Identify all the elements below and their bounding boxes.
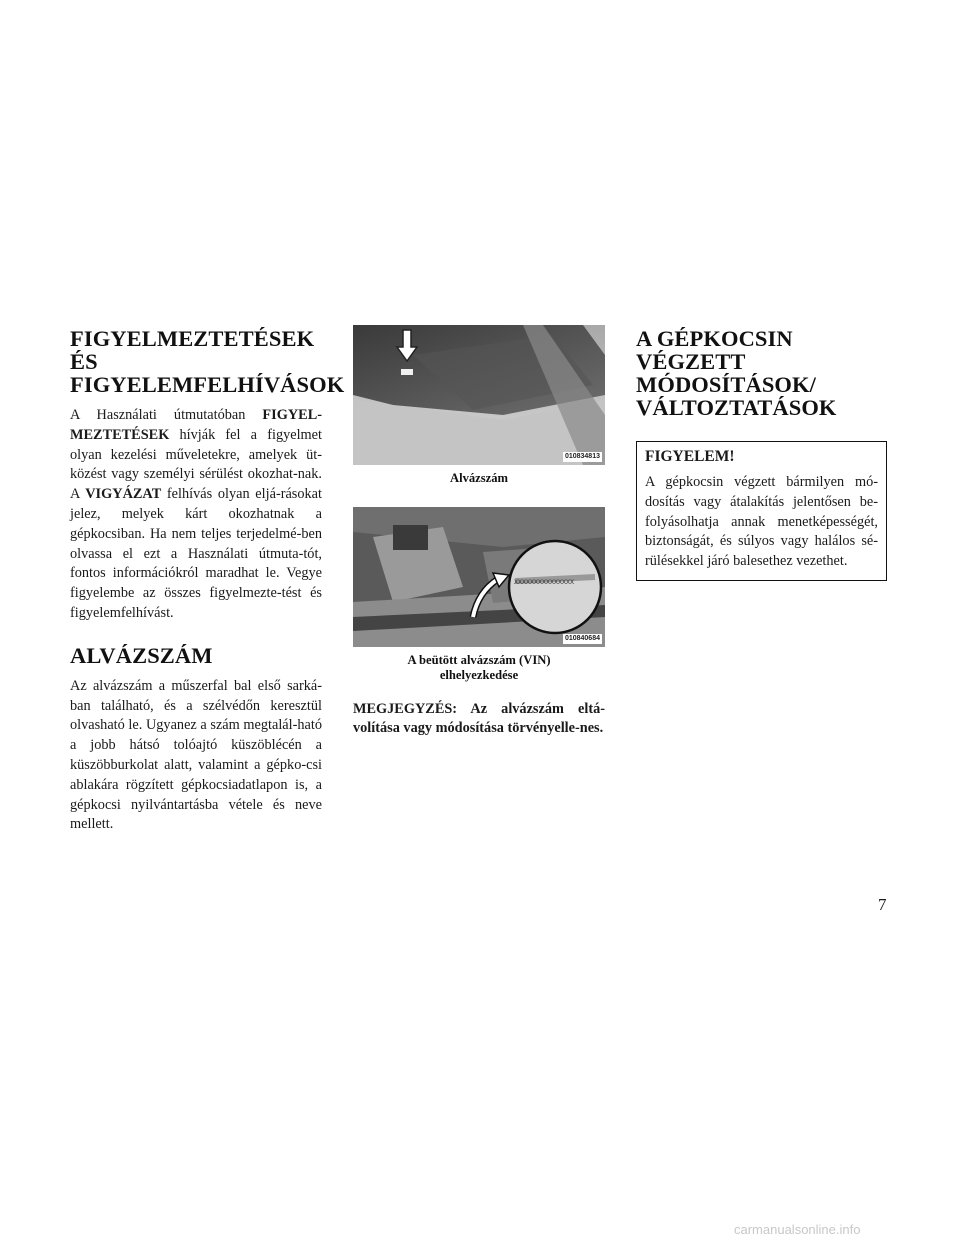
warning-text: A gépkocsin végzett bármilyen mó-dosítás vagy átalakítás jelentősen be-folyásolhatja annak menetképességét, biztonságát, és súlyos vagy halálos sé-rülésekkel járó balesethez vezethet. — [645, 474, 878, 570]
section-heading-vin: ALVÁZSZÁM — [70, 642, 213, 668]
caption-line: A beütött alvázszám (VIN) — [407, 652, 551, 667]
text-run: A Használati útmutatóban — [70, 407, 263, 423]
heading-line: MÓDOSÍTÁSOK/ — [636, 372, 816, 397]
heading-line: FIGYELMEZTETÉSEK — [70, 326, 315, 351]
text-run: felhívás olyan eljá-rásokat jelez, melyek kárt okozhatnak a gépkocsiban. Ha nem teljes terjedelmé-ben olvassa el ezt a Használati útmuta-tót, fontos információkról maradhat le. Vegye figyelembe az összes figyelmezte-tést és figyelemfelhívást. — [70, 486, 322, 621]
vin-paragraph: Az alvázszám a műszerfal bal első sarká-ban található, és a szélvédőn keresztül olvasható le. Ugyanez a szám megtalál-ható a jobb hátsó tolóajtó küszöblécén a küszöbburkolat alatt, valamint a gépko-csi ablakára rögzített gépkocsiadatlapon is, a gépkocsi nyilvántartásba vétele és neve mellett. — [70, 677, 322, 833]
heading-line: A GÉPKOCSIN — [636, 326, 793, 351]
page-number: 7 — [878, 895, 887, 914]
bold-term-caution: VIGYÁZAT — [85, 486, 162, 503]
heading-line: VÁLTOZTATÁSOK — [636, 395, 837, 420]
vin-sample-text: XXXXXXXXXXXXXXX — [514, 579, 575, 586]
figure-code: 010834813 — [564, 453, 600, 460]
warnings-paragraph — [70, 406, 322, 624]
figure-caption — [353, 471, 605, 487]
figure-caption — [353, 653, 605, 684]
column-middle — [353, 325, 605, 739]
section-heading-modifications — [636, 327, 888, 419]
watermark: carmanualsonline.info — [734, 1222, 861, 1237]
photo-windshield-vin — [353, 325, 605, 465]
section-heading-warnings — [70, 326, 345, 397]
caption-line: elhelyezkedése — [439, 668, 519, 682]
text-run: hívják fel a figyelmet olyan kezelési műveletekre, amelyek üt-közést vagy személyi sérülést okozhat-nak. A — [70, 426, 322, 503]
warning-title: FIGYELEM! — [645, 448, 735, 465]
figure-vin-stamped — [353, 507, 605, 684]
caption-line: Alvázszám — [449, 471, 509, 485]
note-vin-removal: MEGJEGYZÉS: Az alvázszám eltá-volítása vagy módosítása törvényelle-nes. — [353, 700, 605, 737]
heading-line: ÉS — [70, 349, 98, 374]
figure-code: 010840684 — [564, 634, 600, 642]
photo-stamped-vin — [353, 507, 605, 647]
warning-box — [636, 441, 887, 581]
column-left — [70, 325, 345, 835]
column-right — [636, 325, 888, 581]
heading-line: FIGYELEMFELHÍVÁSOK — [70, 372, 345, 397]
bold-term-warnings: FIGYEL-MEZTETÉSEK — [70, 407, 322, 443]
figure-vin-dashboard — [353, 325, 605, 487]
heading-line: VÉGZETT — [636, 349, 746, 374]
